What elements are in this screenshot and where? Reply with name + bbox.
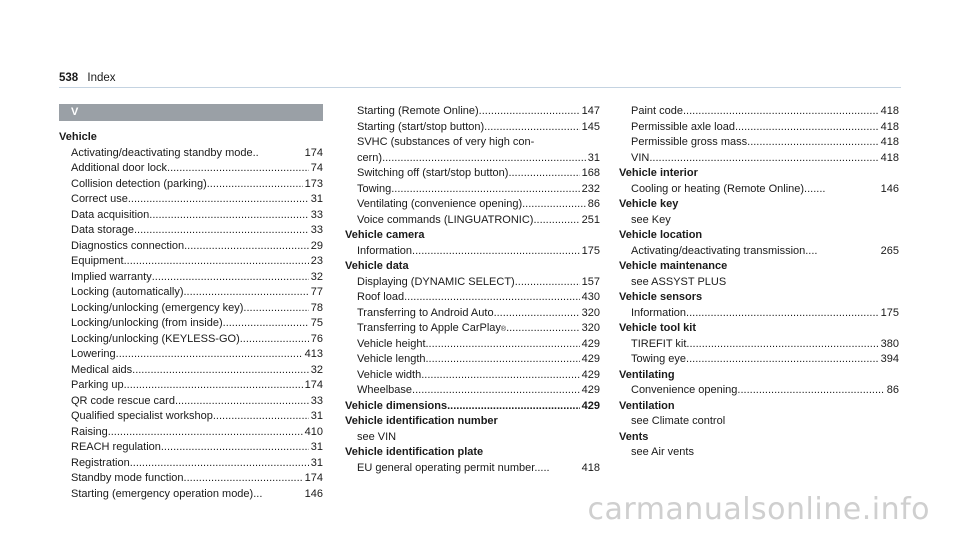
index-entry-heading[interactable]: Vehicle camera [345,229,425,241]
index-entry-heading[interactable]: Ventilation [619,399,675,412]
page-reference[interactable]: 86 [587,198,600,210]
dot-leader [184,239,309,255]
dot-leader [152,270,309,286]
subentry-label: Permissible gross mass [631,136,748,148]
subentry-label: Additional door lock [71,162,168,174]
index-subentry[interactable] [59,456,323,472]
dot-leader [508,166,579,182]
cross-reference[interactable]: see Key [631,213,671,226]
dot-leader [479,104,580,120]
dot-leader [124,378,303,394]
page-reference[interactable]: 418 [581,461,600,474]
subentry-label: Paint code [631,105,683,117]
index-subentry[interactable] [345,166,600,182]
page-reference[interactable]: 33 [310,224,323,236]
page-reference[interactable]: 75 [310,317,323,329]
dot-leader [683,104,879,120]
subentry-label: cern) [357,151,383,164]
index-subentry[interactable] [59,378,323,394]
index-subentry[interactable] [59,425,323,441]
subentry-label: Wheelbase [357,384,413,396]
page-reference[interactable]: 146 [880,182,899,195]
dot-leader [686,306,879,322]
page-reference[interactable]: 232 [581,182,600,195]
index-entry-heading[interactable]: Vehicle location [619,229,703,241]
page-reference[interactable]: 168 [581,167,600,179]
subentry-label: Information [357,244,413,257]
index-entry-heading[interactable]: Vehicle key [619,198,679,210]
index-subentry[interactable] [345,352,600,368]
page-reference[interactable]: 31 [587,151,600,164]
subentry-label: Activating/deactivating standby mode.. [71,146,259,159]
index-subentry[interactable] [59,363,323,379]
subentry-label: Lowering [71,348,116,360]
page-reference[interactable]: 77 [310,286,323,298]
page-reference[interactable]: 76 [310,332,323,345]
page-reference[interactable]: 23 [310,255,323,267]
index-subentry[interactable] [345,151,600,167]
page-reference[interactable]: 410 [304,425,323,438]
dot-leader [412,244,580,260]
dot-leader [161,440,309,456]
dot-leader [213,409,309,425]
index-entry-heading[interactable]: Vehicle identification number [345,415,498,427]
page-reference[interactable]: 31 [310,410,323,422]
dot-leader [207,177,303,193]
section-title: Index [87,72,116,84]
dot-leader [132,363,309,379]
subentry-label: Implied warranty [71,270,152,283]
dot-leader [130,456,309,472]
index-entry-heading[interactable]: Vehicle identification plate [345,446,484,458]
subentry-label: Starting (Remote Online) [357,105,479,117]
index-subentry[interactable] [59,192,323,208]
index-entry-heading[interactable]: Vehicle [59,131,97,143]
page-reference[interactable]: 429 [581,337,600,350]
index-subentry[interactable] [345,275,600,291]
watermark: carmanualsonline.info [587,492,930,527]
dot-leader [426,352,580,368]
page-header [59,72,116,84]
index-subentry[interactable] [59,208,323,224]
page-reference[interactable]: 430 [581,291,600,303]
dot-leader [134,223,309,239]
subentry-label: Vehicle length [357,353,426,365]
subentry-label: VIN [631,151,650,164]
subentry-label: Displaying (DYNAMIC SELECT) [357,275,515,288]
page-reference[interactable]: 418 [880,105,899,117]
dot-leader [116,347,303,363]
subentry-label: Switching off (start/stop button) [357,167,509,179]
entry-label: Vehicle dimensions [345,399,448,412]
page-reference[interactable]: 175 [880,306,899,319]
index-subentry[interactable] [59,239,323,255]
index-subentry[interactable] [345,306,600,322]
index-subentry-text: SVHC (substances of very high con- [357,136,535,148]
subentry-label: Standby mode function [71,472,184,484]
subentry-label: Ventilating (convenience opening) [357,198,523,210]
subentry-label: Locking/unlocking (from inside) [71,317,223,329]
header-rule [59,87,901,88]
cross-reference[interactable]: see VIN [357,430,397,443]
index-subentry[interactable] [619,135,899,151]
index-subentry[interactable] [59,146,323,162]
index-subentry[interactable] [619,151,899,167]
page-reference[interactable]: 429 [581,353,600,365]
subentry-label: Cooling or heating (Remote Online)....... [631,182,826,195]
dot-leader [506,321,580,337]
subentry-label: Convenience opening [631,384,738,396]
dot-leader [649,151,878,167]
page-reference[interactable]: 33 [310,208,323,221]
page-reference[interactable]: 31 [310,456,323,469]
page-reference[interactable]: 174 [304,472,323,484]
subentry-label: Raising [71,425,108,438]
dot-leader [737,383,884,399]
page-reference[interactable]: 429 [581,399,600,412]
dot-leader [421,368,579,384]
dot-leader [149,208,308,224]
index-subentry[interactable] [619,352,899,368]
index-subentry[interactable] [619,306,899,322]
index-subentry[interactable] [345,290,600,306]
index-subentry[interactable] [619,182,899,198]
subentry-label: Vehicle width [357,368,422,381]
page-reference[interactable]: 147 [581,105,600,117]
page-reference[interactable]: 251 [581,213,600,226]
index-column-3 [619,104,899,461]
index-subentry[interactable] [619,383,899,399]
index-entry-heading[interactable]: Vehicle maintenance [619,260,728,272]
page-reference[interactable]: 86 [886,384,899,396]
subentry-label: TIREFIT kit [631,337,687,350]
index-subentry[interactable] [345,383,600,399]
index-subentry[interactable] [345,213,600,229]
index-entry-heading[interactable]: Vents [619,430,649,443]
page-reference[interactable]: 29 [310,239,323,252]
subentry-label: EU general operating permit number..... [357,461,550,474]
page-reference[interactable]: 394 [880,353,899,365]
index-subentry[interactable] [59,301,323,317]
page-reference[interactable]: 418 [880,120,899,133]
subentry-label: Locking (automatically) [71,286,184,298]
subentry-label: Information [631,306,687,319]
index-entry-heading[interactable]: Vehicle data [345,260,409,272]
dot-leader [167,161,309,177]
cross-reference[interactable]: see Air vents [631,446,694,458]
subentry-label: Qualified specialist workshop [71,410,213,422]
dot-leader [404,290,580,306]
dot-leader [382,151,586,167]
dot-leader [223,316,309,332]
dot-leader [124,254,309,270]
page-reference[interactable]: 32 [310,270,323,283]
index-subentry[interactable] [59,394,323,410]
page-reference[interactable]: 157 [581,275,600,288]
index-subentry[interactable] [345,244,600,260]
index-subentry[interactable] [619,104,899,120]
subentry-label: Data acquisition [71,208,150,221]
subentry-label: Transferring to Apple CarPlay [357,322,501,334]
dot-leader [447,399,580,415]
page-reference[interactable]: 380 [880,337,899,350]
index-entry-heading[interactable]: Vehicle sensors [619,291,703,303]
subentry-label: REACH regulation [71,441,161,453]
index-subentry[interactable] [619,337,899,353]
cross-reference[interactable]: see ASSYST PLUS [631,275,727,288]
index-subentry[interactable] [59,347,323,363]
subentry-label: Transferring to Android Auto [357,306,494,319]
index-subentry[interactable] [59,316,323,332]
page-reference[interactable]: 32 [310,363,323,376]
page-reference[interactable]: 78 [310,301,323,314]
subentry-label: Permissible axle load [631,120,735,133]
index-column-2 [345,104,600,476]
dot-leader [412,383,580,399]
index-subentry[interactable] [59,487,323,503]
index-entry-heading[interactable]: Vehicle tool kit [619,322,697,334]
page-reference[interactable]: 418 [880,151,899,164]
index-column-1 [59,104,323,502]
subentry-label: Voice commands (LINGUATRONIC) [357,213,534,226]
index-subentry[interactable] [59,471,323,487]
subentry-label: Collision detection (parking) [71,177,207,190]
subentry-label: Starting (start/stop button) [357,120,485,133]
subentry-label: Roof load [357,291,405,303]
index-subentry[interactable] [59,409,323,425]
page-reference[interactable]: 173 [304,177,323,190]
index-subentry[interactable] [59,177,323,193]
dot-leader [391,182,579,198]
index-letter-heading: V [59,104,323,121]
page-reference[interactable]: 174 [304,146,323,159]
index-subentry[interactable] [59,440,323,456]
page-reference[interactable]: 429 [581,368,600,381]
subentry-label: Equipment [71,255,124,267]
subentry-label: Towing eye [631,353,687,365]
subentry-label: Locking/unlocking (emergency key) [71,301,244,314]
index-subentry[interactable] [59,254,323,270]
page-reference[interactable]: 413 [304,348,323,360]
page-reference[interactable]: 145 [581,120,600,133]
index-entry-heading[interactable]: Vehicle interior [619,167,698,179]
subentry-label: Data storage [71,224,134,236]
index-subentry[interactable] [345,120,600,136]
dot-leader [240,332,309,348]
dot-leader [515,275,580,291]
dot-leader [184,471,303,487]
index-subentry[interactable]: Transferring to Apple CarPlay ® ..... 320 [345,321,600,337]
page-reference[interactable]: 429 [581,384,600,396]
dot-leader [175,394,309,410]
index-subentry[interactable] [59,285,323,301]
index-subentry[interactable] [345,182,600,198]
index-subentry[interactable] [619,244,899,260]
dot-leader [686,352,879,368]
subentry-label: Correct use [71,193,128,205]
index-subentry[interactable] [345,337,600,353]
dot-leader [522,197,586,213]
cross-reference[interactable]: see Climate control [631,415,726,427]
page-reference[interactable]: 31 [310,193,323,205]
index-entry-heading[interactable] [345,399,600,415]
subentry-label: Towing [357,182,392,195]
subentry-label: Parking up [71,379,124,391]
dot-leader [484,120,579,136]
dot-leader [426,337,580,353]
page-reference[interactable]: 265 [880,244,899,257]
dot-leader [128,192,309,208]
page-reference[interactable]: 31 [310,441,323,453]
dot-leader [494,306,580,322]
subentry-label: Medical aids [71,363,133,376]
subentry-label: Starting (emergency operation mode)... [71,487,263,500]
index-subentry[interactable] [345,197,600,213]
subentry-label: Diagnostics connection [71,239,185,252]
index-subentry[interactable] [59,161,323,177]
page-reference[interactable]: 418 [880,136,899,148]
subentry-label: Vehicle height [357,337,426,350]
index-subentry[interactable] [619,120,899,136]
index-entry-heading[interactable]: Ventilating [619,368,675,381]
index-subentry[interactable] [59,270,323,286]
subentry-label: Locking/unlocking (KEYLESS-GO) [71,332,240,345]
index-subentry[interactable] [345,461,600,477]
page-reference[interactable]: 320 [581,306,600,319]
subentry-label: Registration [71,456,130,469]
index-subentry[interactable] [59,223,323,239]
index-subentry[interactable] [59,332,323,348]
page-reference[interactable]: 175 [581,244,600,257]
page-reference[interactable]: 146 [304,487,323,500]
subentry-label: Activating/deactivating transmission.... [631,244,818,257]
subentry-label: QR code rescue card [71,394,175,407]
dot-leader [533,213,579,229]
dot-leader [108,425,303,441]
index-subentry[interactable] [345,368,600,384]
page-reference[interactable]: 33 [310,394,323,407]
page-reference[interactable]: 174 [304,379,323,391]
dot-leader [735,120,879,136]
dot-leader [243,301,308,317]
dot-leader [686,337,878,353]
dot-leader [747,135,879,151]
page-reference[interactable]: 320 [581,322,600,334]
page-number: 538 [59,72,79,84]
page-reference[interactable]: 74 [310,162,323,174]
index-subentry[interactable] [345,104,600,120]
dot-leader [184,285,309,301]
